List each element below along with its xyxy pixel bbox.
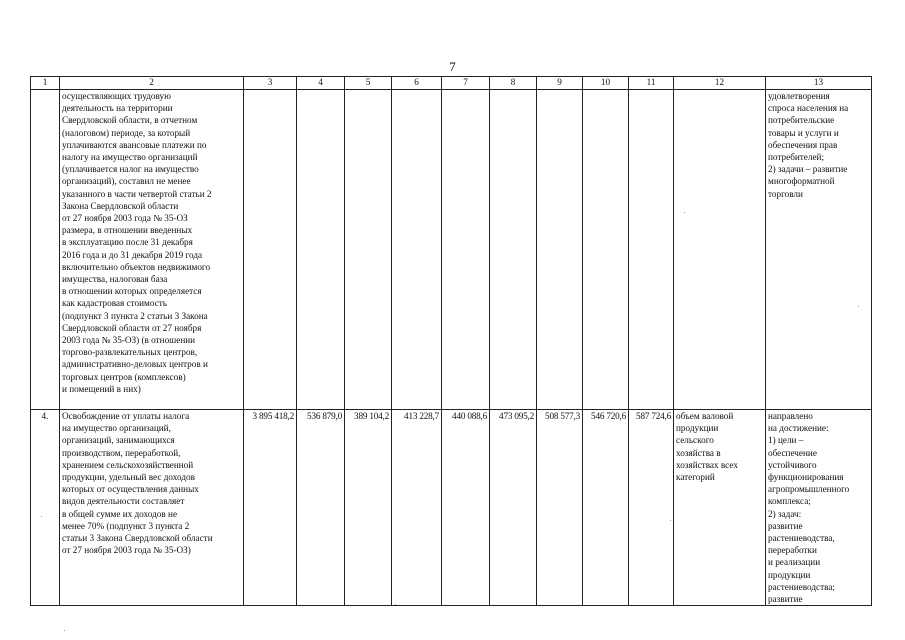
value-cell bbox=[537, 90, 583, 410]
column-header-10: 10 bbox=[583, 77, 629, 90]
header-row bbox=[31, 77, 872, 90]
value-cell: 536 879,0 bbox=[297, 410, 345, 606]
value-total: 3 895 418,2 bbox=[244, 410, 297, 606]
column-header-13: 13 bbox=[766, 77, 872, 90]
column-header-8: 8 bbox=[490, 77, 537, 90]
scan-speck bbox=[858, 306, 859, 307]
value-cell: 546 720,6 bbox=[583, 410, 629, 606]
value-cell bbox=[345, 90, 392, 410]
benefit-description: Освобождение от уплаты налога на имущество организаций, организаций, занимающихся производством, переработкой, хранением сельскохозяйственной продукции, удельный вес доходов которых от осуществления данных видов деятельности составляет в общей сумме их доходов не менее 70% (подпункт 3 пункта 2 статьи 3 Закона Свердловской области от 27 ноября 2003 года № 35-ОЗ) bbox=[60, 410, 244, 606]
column-header-9: 9 bbox=[537, 77, 583, 90]
column-header-2: 2 bbox=[60, 77, 244, 90]
value-cell: 389 104,2 bbox=[345, 410, 392, 606]
column-header-6: 6 bbox=[392, 77, 442, 90]
column-header-12: 12 bbox=[674, 77, 766, 90]
scan-speck bbox=[670, 520, 671, 521]
benefit-description: осуществляющих трудовую деятельность на территории Свердловской области, в отчетном (налоговом) периоде, за который уплачиваются авансовые платежи по налогу на имущество организаций (уплачивается налог на имущество организаций), составил не менее указанного в части четвертой статьи 2 Закона Свердловской области от 27 ноября 2003 года № 35-ОЗ размера, в отношении введенных в эксплуатацию после 31 декабря 2016 года и до 31 декабря 2019 года включительно объектов недвижимого имущества, налоговая база в отношении которых определяется как кадастровая стоимость (подпункт 3 пункта 2 статьи 3 Закона Свердловской области от 27 ноября 2003 года № 35-ОЗ) (в отношении торгово-развлекательных центров, административно-деловых центров и торговых центров (комплексов) и помещений в них) bbox=[60, 90, 244, 410]
scan-speck bbox=[64, 630, 65, 631]
value-cell: 508 577,3 bbox=[537, 410, 583, 606]
goals-cell: удовлетворения спроса населения на потребительские товары и услуги и обеспечения прав потребителей; 2) задачи – развитие многоформатной торговли bbox=[766, 90, 872, 410]
value-cell: 473 095,2 bbox=[490, 410, 537, 606]
table-row-4 bbox=[31, 410, 872, 606]
budget-table bbox=[30, 76, 872, 606]
value-cell: 413 228,7 bbox=[392, 410, 442, 606]
column-header-4: 4 bbox=[297, 77, 345, 90]
value-cell bbox=[629, 90, 674, 410]
column-header-7: 7 bbox=[442, 77, 490, 90]
scan-speck bbox=[684, 212, 685, 213]
indicator-cell bbox=[674, 90, 766, 410]
goals-cell: направлено на достижение: 1) цели – обеспечение устойчивого функционирования агропромышленного комплекса; 2) задач: развитие растениеводства, переработки и реализации продукции растениеводства; развитие bbox=[766, 410, 872, 606]
value-cell bbox=[297, 90, 345, 410]
value-cell bbox=[392, 90, 442, 410]
value-cell bbox=[442, 90, 490, 410]
page-number: 7 bbox=[449, 59, 456, 74]
row-index: 4. bbox=[31, 410, 60, 606]
column-header-3: 3 bbox=[244, 77, 297, 90]
column-header-11: 11 bbox=[629, 77, 674, 90]
value-cell bbox=[583, 90, 629, 410]
scan-speck bbox=[395, 604, 396, 605]
column-header-1: 1 bbox=[31, 77, 60, 90]
table-row-continuation bbox=[31, 90, 872, 410]
scan-speck bbox=[41, 516, 42, 517]
value-cell bbox=[244, 90, 297, 410]
column-header-5: 5 bbox=[345, 77, 392, 90]
value-cell: 587 724,6 bbox=[629, 410, 674, 606]
value-cell bbox=[490, 90, 537, 410]
row-index bbox=[31, 90, 60, 410]
value-cell: 440 088,6 bbox=[442, 410, 490, 606]
indicator-cell: объем валовой продукции сельского хозяйства в хозяйствах всех категорий bbox=[674, 410, 766, 606]
